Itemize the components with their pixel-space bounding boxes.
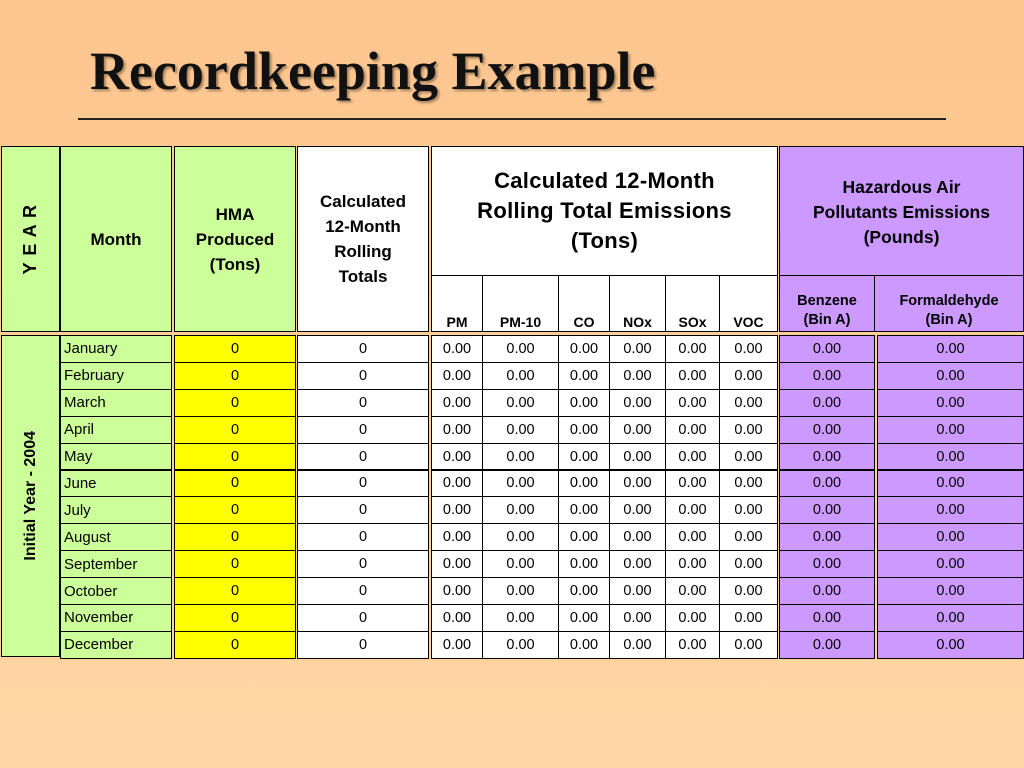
co-cell: 0.00 <box>558 416 610 444</box>
hma-cell: 0 <box>174 389 296 417</box>
rolling-total-cell: 0 <box>297 523 429 551</box>
header-hma-line: HMA <box>215 204 255 224</box>
pm10-cell: 0.00 <box>482 362 559 390</box>
voc-cell: 0.00 <box>719 416 778 444</box>
header-formaldehyde-line: (Bin A) <box>925 312 973 328</box>
sox-cell: 0.00 <box>665 443 720 471</box>
benzene-cell: 0.00 <box>779 550 875 578</box>
nox-cell: 0.00 <box>609 577 666 605</box>
pm10-cell: 0.00 <box>482 577 559 605</box>
benzene-cell: 0.00 <box>779 389 875 417</box>
pm-cell: 0.00 <box>431 631 483 659</box>
month-cell: October <box>60 577 172 605</box>
sox-cell: 0.00 <box>665 577 720 605</box>
header-hap-line: (Pounds) <box>863 227 940 247</box>
nox-cell: 0.00 <box>609 362 666 390</box>
month-cell: March <box>60 389 172 417</box>
month-cell: November <box>60 604 172 632</box>
benzene-cell: 0.00 <box>779 443 875 471</box>
header-rolling-line: 12-Month <box>325 217 401 236</box>
voc-cell: 0.00 <box>719 577 778 605</box>
voc-cell: 0.00 <box>719 362 778 390</box>
nox-cell: 0.00 <box>609 443 666 471</box>
header-rolling-line: Rolling <box>334 242 392 261</box>
pm-cell: 0.00 <box>431 523 483 551</box>
rolling-total-cell: 0 <box>297 389 429 417</box>
hma-cell: 0 <box>174 604 296 632</box>
nox-cell: 0.00 <box>609 631 666 659</box>
year-label: Initial Year - 2004 <box>21 431 39 561</box>
header-formaldehyde <box>874 275 1024 332</box>
co-cell: 0.00 <box>558 443 610 471</box>
header-emissions-line: Calculated 12-Month <box>494 168 715 193</box>
voc-cell: 0.00 <box>719 335 778 363</box>
formaldehyde-cell: 0.00 <box>877 604 1024 632</box>
header-nox <box>609 275 666 332</box>
rolling-total-cell: 0 <box>297 443 429 471</box>
hma-cell: 0 <box>174 496 296 524</box>
voc-cell: 0.00 <box>719 389 778 417</box>
hma-cell: 0 <box>174 443 296 471</box>
voc-cell: 0.00 <box>719 604 778 632</box>
pm10-cell: 0.00 <box>482 443 559 471</box>
pm-cell: 0.00 <box>431 604 483 632</box>
sox-cell: 0.00 <box>665 416 720 444</box>
hma-cell: 0 <box>174 631 296 659</box>
voc-cell: 0.00 <box>719 496 778 524</box>
pm-cell: 0.00 <box>431 389 483 417</box>
header-emissions-line: Rolling Total Emissions <box>477 198 732 223</box>
rolling-total-cell: 0 <box>297 550 429 578</box>
sox-cell: 0.00 <box>665 631 720 659</box>
page-title: Recordkeeping Example <box>90 41 656 101</box>
rolling-total-cell: 0 <box>297 496 429 524</box>
pm10-cell: 0.00 <box>482 470 559 498</box>
header-hap-line: Pollutants Emissions <box>813 202 990 222</box>
header-year <box>1 146 60 332</box>
header-benzene <box>779 275 875 332</box>
pm-cell: 0.00 <box>431 550 483 578</box>
pm10-cell: 0.00 <box>482 496 559 524</box>
header-co <box>558 275 610 332</box>
nox-cell: 0.00 <box>609 550 666 578</box>
header-hma <box>174 146 296 332</box>
formaldehyde-cell: 0.00 <box>877 389 1024 417</box>
header-voc <box>719 275 778 332</box>
voc-cell: 0.00 <box>719 523 778 551</box>
rolling-total-cell: 0 <box>297 631 429 659</box>
header-rolling-emissions <box>431 146 778 276</box>
header-month <box>60 146 172 332</box>
sox-cell: 0.00 <box>665 470 720 498</box>
sox-cell: 0.00 <box>665 362 720 390</box>
co-cell: 0.00 <box>558 577 610 605</box>
hma-cell: 0 <box>174 470 296 498</box>
pm-cell: 0.00 <box>431 362 483 390</box>
formaldehyde-cell: 0.00 <box>877 523 1024 551</box>
co-cell: 0.00 <box>558 523 610 551</box>
voc-cell: 0.00 <box>719 470 778 498</box>
header-sox <box>665 275 720 332</box>
sox-cell: 0.00 <box>665 523 720 551</box>
month-cell: April <box>60 416 172 444</box>
nox-cell: 0.00 <box>609 604 666 632</box>
pm10-cell: 0.00 <box>482 631 559 659</box>
formaldehyde-cell: 0.00 <box>877 416 1024 444</box>
formaldehyde-cell: 0.00 <box>877 443 1024 471</box>
pm10-cell: 0.00 <box>482 335 559 363</box>
pm-cell: 0.00 <box>431 496 483 524</box>
header-month-label: Month <box>90 229 142 249</box>
month-cell: May <box>60 443 172 471</box>
hma-cell: 0 <box>174 416 296 444</box>
hma-cell: 0 <box>174 550 296 578</box>
formaldehyde-cell: 0.00 <box>877 550 1024 578</box>
month-cell: July <box>60 496 172 524</box>
month-cell: December <box>60 631 172 659</box>
voc-cell: 0.00 <box>719 550 778 578</box>
header-rolling-line: Totals <box>338 267 388 286</box>
benzene-cell: 0.00 <box>779 335 875 363</box>
header-voc-label: VOC <box>733 314 764 330</box>
header-benzene-line: (Bin A) <box>803 312 851 328</box>
benzene-cell: 0.00 <box>779 523 875 551</box>
pm-cell: 0.00 <box>431 335 483 363</box>
pm-cell: 0.00 <box>431 470 483 498</box>
header-hma-line: Produced <box>195 229 275 249</box>
header-emissions-line: (Tons) <box>570 228 639 253</box>
header-benzene-line: Benzene <box>797 293 857 309</box>
month-cell: June <box>60 470 172 498</box>
header-rolling-totals <box>297 146 429 332</box>
header-co-label: CO <box>573 314 595 330</box>
hma-cell: 0 <box>174 362 296 390</box>
header-pm10-label: PM-10 <box>499 314 542 330</box>
pm10-cell: 0.00 <box>482 604 559 632</box>
nox-cell: 0.00 <box>609 470 666 498</box>
nox-cell: 0.00 <box>609 523 666 551</box>
formaldehyde-cell: 0.00 <box>877 362 1024 390</box>
pm-cell: 0.00 <box>431 416 483 444</box>
rolling-total-cell: 0 <box>297 470 429 498</box>
pm10-cell: 0.00 <box>482 523 559 551</box>
co-cell: 0.00 <box>558 470 610 498</box>
header-pm-label: PM <box>446 314 468 330</box>
sox-cell: 0.00 <box>665 550 720 578</box>
nox-cell: 0.00 <box>609 496 666 524</box>
pm10-cell: 0.00 <box>482 416 559 444</box>
header-hap-emissions <box>779 146 1024 276</box>
pm-cell: 0.00 <box>431 443 483 471</box>
nox-cell: 0.00 <box>609 335 666 363</box>
formaldehyde-cell: 0.00 <box>877 631 1024 659</box>
rolling-total-cell: 0 <box>297 416 429 444</box>
formaldehyde-cell: 0.00 <box>877 470 1024 498</box>
header-hap-line: Hazardous Air <box>842 177 961 197</box>
benzene-cell: 0.00 <box>779 631 875 659</box>
co-cell: 0.00 <box>558 604 610 632</box>
co-cell: 0.00 <box>558 389 610 417</box>
year-cell <box>1 335 60 657</box>
title-underline <box>78 118 946 120</box>
voc-cell: 0.00 <box>719 443 778 471</box>
hma-cell: 0 <box>174 523 296 551</box>
pm10-cell: 0.00 <box>482 389 559 417</box>
benzene-cell: 0.00 <box>779 362 875 390</box>
rolling-total-cell: 0 <box>297 335 429 363</box>
benzene-cell: 0.00 <box>779 604 875 632</box>
benzene-cell: 0.00 <box>779 416 875 444</box>
month-cell: August <box>60 523 172 551</box>
co-cell: 0.00 <box>558 496 610 524</box>
rolling-total-cell: 0 <box>297 604 429 632</box>
nox-cell: 0.00 <box>609 416 666 444</box>
rolling-total-cell: 0 <box>297 577 429 605</box>
header-pm <box>431 275 483 332</box>
sox-cell: 0.00 <box>665 496 720 524</box>
formaldehyde-cell: 0.00 <box>877 577 1024 605</box>
month-cell: January <box>60 335 172 363</box>
month-cell: September <box>60 550 172 578</box>
header-sox-label: SOx <box>678 314 707 330</box>
formaldehyde-cell: 0.00 <box>877 496 1024 524</box>
hma-cell: 0 <box>174 577 296 605</box>
benzene-cell: 0.00 <box>779 496 875 524</box>
header-rolling-line: Calculated <box>320 192 406 211</box>
month-cell: February <box>60 362 172 390</box>
header-pm10 <box>482 275 559 332</box>
pm10-cell: 0.00 <box>482 550 559 578</box>
formaldehyde-cell: 0.00 <box>877 335 1024 363</box>
sox-cell: 0.00 <box>665 389 720 417</box>
rolling-total-cell: 0 <box>297 362 429 390</box>
voc-cell: 0.00 <box>719 631 778 659</box>
header-formaldehyde-line: Formaldehyde <box>899 293 999 309</box>
sox-cell: 0.00 <box>665 335 720 363</box>
benzene-cell: 0.00 <box>779 577 875 605</box>
header-hma-line: (Tons) <box>209 254 261 274</box>
co-cell: 0.00 <box>558 335 610 363</box>
pm-cell: 0.00 <box>431 577 483 605</box>
header-nox-label: NOx <box>623 314 652 330</box>
hma-cell: 0 <box>174 335 296 363</box>
co-cell: 0.00 <box>558 550 610 578</box>
sox-cell: 0.00 <box>665 604 720 632</box>
co-cell: 0.00 <box>558 631 610 659</box>
nox-cell: 0.00 <box>609 389 666 417</box>
benzene-cell: 0.00 <box>779 470 875 498</box>
co-cell: 0.00 <box>558 362 610 390</box>
header-year-label: Y E A R <box>20 203 40 275</box>
